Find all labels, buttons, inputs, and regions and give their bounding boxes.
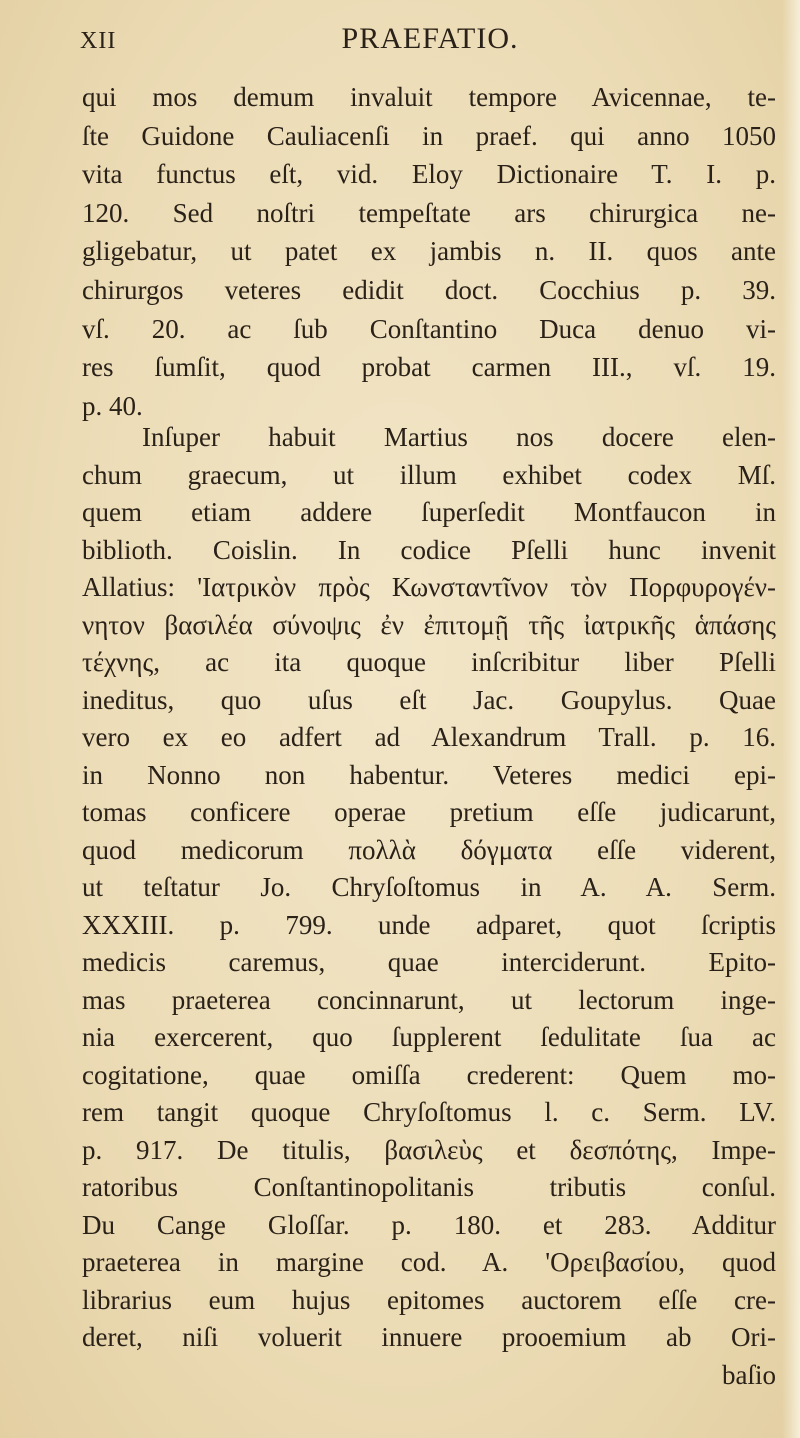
text-line: chirurgos veteres edidit doct. Cocchius p. 39. <box>82 274 776 305</box>
text-line: ineditus, quo uſus eſt Jac. Goupylus. Quae <box>82 684 776 715</box>
text-line: Allatius: 'Ιατρικὸν πρὸς Κωνσταντῖνον τὸν Πορφυρογέν- <box>82 572 776 602</box>
text-line: biblioth. Coislin. In codice Pſelli hunc invenit <box>82 534 776 565</box>
text-line: ratoribus Conſtantinopolitanis tributis conſul. <box>82 1172 776 1202</box>
text-line: p. 40. <box>82 390 143 421</box>
text-line: vero ex eo adfert ad Alexandrum Trall. p. 16. <box>82 722 776 752</box>
text-line: p. 917. De titulis, βασιλεὺς et δεσπότης, Impe- <box>82 1134 776 1165</box>
text-line: ut teſtatur Jo. Chryſoſtomus in A. A. Serm. <box>82 872 776 902</box>
running-header <box>80 22 780 66</box>
text-line: cogitatione, quae omiſſa crederent: Quem mo- <box>82 1059 776 1090</box>
page-title: PRAEFATIO. <box>341 22 519 55</box>
text-line: nia exercerent, quo ſupplerent ſedulitate ſua ac <box>82 1022 776 1052</box>
text-line: rem tangit quoque Chryſoſtomus l. c. Serm. LV. <box>82 1097 776 1127</box>
text-line: deret, niſi voluerit innuere prooemium ab Ori- <box>82 1322 776 1352</box>
text-line: XXXIII. p. 799. unde adparet, quot ſcriptis <box>82 909 776 940</box>
text-line: Du Cange Gloſſar. p. 180. et 283. Additur <box>82 1209 776 1240</box>
text-line: quod medicorum πολλὰ δόγματα eſſe viderent, <box>82 834 776 865</box>
text-line: vita functus eſt, vid. Eloy Dictionaire T. I. p. <box>82 159 776 190</box>
text-line: mas praeterea concinnarunt, ut lectorum inge- <box>82 984 776 1015</box>
text-line: 120. Sed noſtri tempeſtate ars chirurgica ne- <box>82 197 776 228</box>
paragraph-2 <box>82 419 776 1394</box>
text-line: gligebatur, ut patet ex jambis n. II. quos ante <box>82 236 776 267</box>
page-edge <box>782 0 800 1438</box>
text-line: τέχνης, ac ita quoque inſcribitur liber Pſelli <box>82 647 776 677</box>
text-line: ſte Guidone Cauliacenſi in praef. qui anno 1050 <box>82 120 776 151</box>
text-line: quem etiam addere ſuperſedit Montfaucon in <box>82 497 776 527</box>
text-line: vſ. 20. ac ſub Conſtantino Duca denuo vi- <box>82 313 776 344</box>
text-line: νητον βασιλέα σύνοψις ἐν ἐπιτομῇ τῆς ἰατρικῆς ἁπάσης <box>82 609 776 640</box>
text-line: chum graecum, ut illum exhibet codex Mſ. <box>82 459 776 490</box>
text-line: medicis caremus, quae interciderunt. Epito- <box>82 947 776 977</box>
page-number: XII <box>80 28 117 54</box>
text-line: in Nonno non habentur. Veteres medici epi- <box>82 759 776 790</box>
text-line: qui mos demum invaluit tempore Avicennae, te- <box>82 82 776 112</box>
text-line: tomas conficere operae pretium eſſe judicarunt, <box>82 797 776 827</box>
text-line: praeterea in margine cod. A. 'Ορειβασίου, quod <box>82 1247 776 1277</box>
text-line: res ſumſit, quod probat carmen III., vſ. 19. <box>82 352 776 383</box>
paragraph-1 <box>82 78 776 425</box>
text-line: Inſuper habuit Martius nos docere elen- <box>142 422 776 452</box>
text-line: baſio <box>722 1359 776 1390</box>
text-line: librarius eum hujus epitomes auctorem eſſe cre- <box>82 1284 776 1315</box>
